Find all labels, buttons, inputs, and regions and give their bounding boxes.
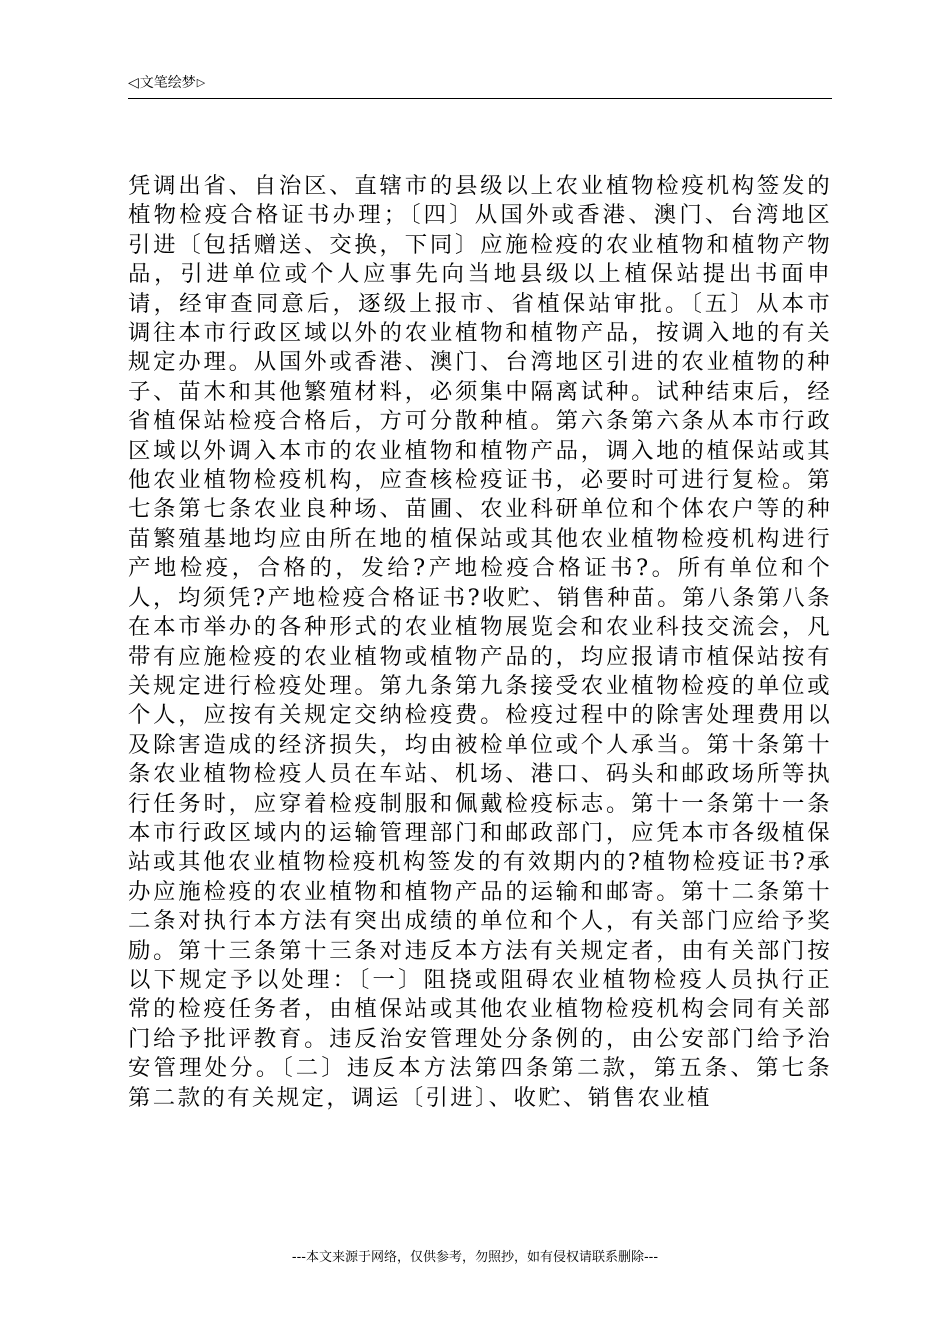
brand-name: 文笔绘梦 — [139, 75, 196, 91]
header-brand — [128, 74, 205, 92]
triangle-left-icon: ◁ — [128, 75, 139, 91]
page-header — [128, 72, 832, 99]
footer-disclaimer: ---本文来源于网络，仅供参考，勿照抄，如有侵权请联系删除--- — [291, 1250, 659, 1265]
document-body-text: 凭调出省、自治区、直辖市的县级以上农业植物检疫机构签发的植物检疫合格证书办理；〔四〕从国外或香港、澳门、台湾地区引进〔包括赠送、交换，下同〕应施检疫的农业植物和植物产物品，引进单位或个人应事先向当地县级以上植保站提出书面申请，经审查同意后，逐级上报市、省植保站审批。〔五〕从本市调往本市行政区域以外的农业植物和植物产品，按调入地的有关规定办理。从国外或香港、澳门、台湾地区引进的农业植物的种子、苗木和其他繁殖材料，必须集中隔离试种。试种结束后，经省植保站检疫合格后，方可分散种植。第六条第六条从本市行政区域以外调入本市的农业植物和植物产品，调入地的植保站或其他农业植物检疫机构，应查核检疫证书，必要时可进行复检。第七条第七条农业良种场、苗圃、农业科研单位和个体农户等的种苗繁殖基地均应由所在地的植保站或其他农业植物检疫机构进行产地检疫，合格的，发给?产地检疫合格证书?。所有单位和个人，均须凭?产地检疫合格证书?收贮、销售种苗。第八条第八条在本市举办的各种形式的农业植物展览会和农业科技交流会，凡带有应施检疫的农业植物或植物产品的，均应报请市植保站按有关规定进行检疫处理。第九条第九条接受农业植物检疫的单位或个人，应按有关规定交纳检疫费。检疫过程中的除害处理费用以及除害造成的经济损失，均由被检单位或个人承当。第十条第十条农业植物检疫人员在车站、机场、港口、码头和邮政场所等执行任务时，应穿着检疫制服和佩戴检疫标志。第十一条第十一条本市行政区域内的运输管理部门和邮政部门，应凭本市各级植保站或其他农业植物检疫机构签发的有效期内的?植物检疫证书?承办应施检疫的农业植物和植物产品的运输和邮寄。第十二条第十二条对执行本方法有突出成绩的单位和个人，有关部门应给予奖励。第十三条第十三条对违反本方法有关规定者，由有关部门按以下规定予以处理：〔一〕阻挠或阻碍农业植物检疫人员执行正常的检疫任务者，由植保站或其他农业植物检疫机构会同有关部门给予批评教育。违反治安管理处分条例的，由公安部门给予治安管理处分。〔二〕违反本方法第四条第二款，第五条、第七条第二款的有关规定，调运〔引进〕、收贮、销售农业植 — [128, 173, 832, 1111]
triangle-right-icon: ▷ — [196, 76, 206, 89]
